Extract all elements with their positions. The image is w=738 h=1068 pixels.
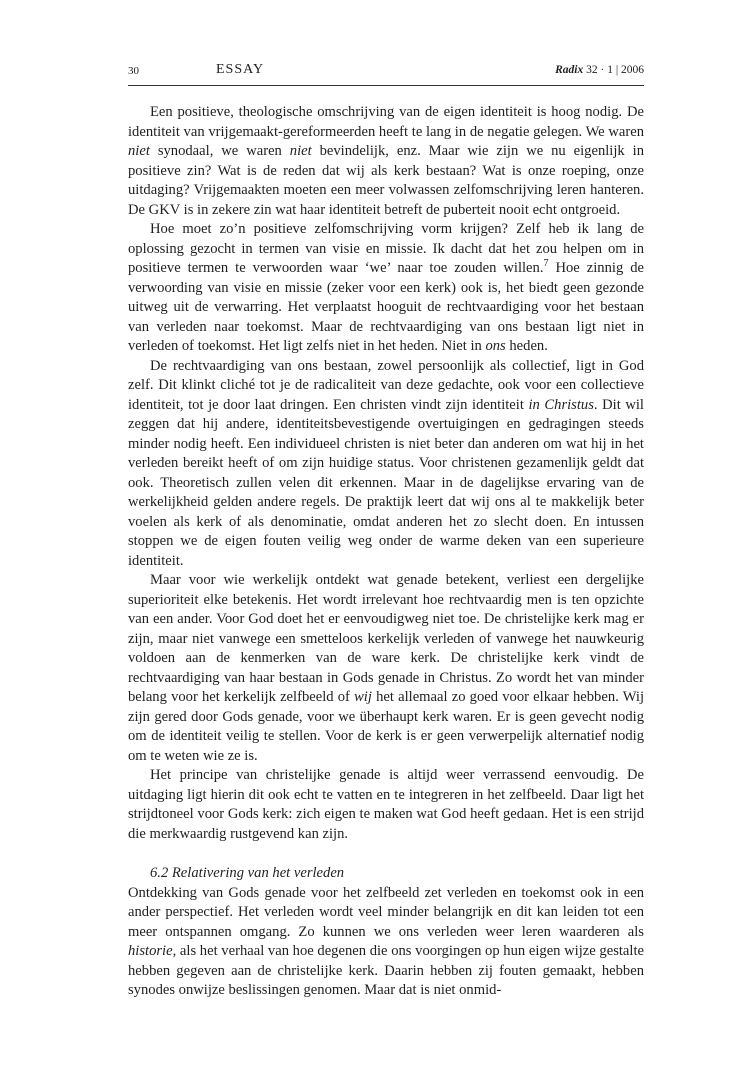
text-run: Hoe moet zo’n positieve zelfomschrijving vorm krijgen? Zelf heb ik lang de oplossing gezocht in termen van visie en missie. Ik dacht dat het zou helpen om in positieve termen te verwoorden waar ‘we’ naar toe zouden willen. — [128, 221, 644, 276]
paragraph — [128, 220, 644, 357]
article-body — [128, 103, 644, 1001]
emphasis-text: niet — [289, 143, 312, 159]
emphasis-text: wij — [354, 689, 372, 705]
paragraph — [128, 884, 644, 1001]
section-title: ESSAY — [216, 62, 265, 77]
footnote-ref: 7 — [543, 258, 549, 270]
running-header — [128, 62, 644, 84]
text-run: Het principe van christelijke genade is altijd weer verrassend eenvoudig. De uitdaging ligt hierin dit ook echt te vatten en te integreren in het zelfbeeld. Daar ligt het strijdtoneel voor Gods kerk: zich eigen te maken wat God heeft gedaan. Het is een strijd die merkwaardig rustgevend kan zijn. — [128, 767, 644, 842]
paragraph — [128, 766, 644, 844]
emphasis-text: ons — [485, 338, 506, 354]
journal-issue: 32 · 1 | 2006 — [586, 64, 644, 76]
text-run: bevindelijk, enz. Maar wie zijn we nu eigenlijk in positieve zin? Wat is de reden dat wij als kerk bestaan? Wat is onze roeping, onze uitdaging? Vrijgemaakten moeten een meer volwassen zelfomschrijving leren hanteren. De GKV is in zekere zin wat haar identiteit betreft de puberteit nooit echt ontgroeid. — [128, 143, 644, 218]
journal-reference — [555, 64, 644, 76]
text-run: heden. — [505, 338, 548, 354]
text-run: het allemaal zo goed voor elkaar hebben. Wij zijn gered door Gods genade, voor we überhaupt kerk waren. Er is geen gevecht nodig om de identiteit veilig te stellen. Voor de kerk is er geen verwerpelijk alternatief nodig om te weten wie ze is. — [128, 689, 644, 764]
text-run: Ontdekking van Gods genade voor het zelfbeeld zet verleden en toekomst ook in een ander perspectief. Het verleden wordt veel minder belangrijk en dit kan leiden tot een meer ontspannen omgang. Zo kunnen we ons verleden weer leren waarderen als — [128, 884, 644, 940]
text-run: . Dit wil zeggen dat hij andere, identiteitsbevestigende overtuigingen en gedragingen steeds minder nodig heeft. Een individueel christen is niet beter dan anderen om wat hij in het verleden bereikt heeft of om zijn huidige status. Voor christenen gezamenlijk geldt dat ook. Theoretisch zullen velen dit erkennen. Maar in de dagelijkse ervaring van de werkelijkheid gelden andere regels. De praktijk leert dat wij ons al te makkelijk beter voelen als kerk of als denominatie, omdat anderen het zo slecht doen. En intussen stoppen we de eigen fouten veilig weg onder de warme deken van een superieure identiteit. — [128, 396, 644, 569]
paragraph — [128, 571, 644, 766]
emphasis-text: in Christus — [528, 396, 594, 413]
subsection-heading: 6.2 Relativering van het verleden — [150, 865, 345, 881]
text-run: Hoe zinnig de verwoording van visie en missie (zeker voor een kerk) ook is, het biedt geen gezonde uitweg uit de verwarring. Het verplaatst hooguit de rechtvaardiging voor het bestaan van verleden naar toekomst. Maar de rechtvaardiging van ons bestaan ligt niet in verleden of toekomst. Het ligt zelfs niet in het heden. Niet in — [128, 260, 644, 354]
text-run: , als het verhaal van hoe degenen die ons voorgingen op hun eigen wijze gestalte hebben gegeven aan de christelijke kerk. Daarin hebben zij fouten gemaakt, hebben synodes onwijze beslissingen genomen. Maar dat is niet onmid- — [128, 943, 644, 998]
text-run: Maar voor wie werkelijk ontdekt wat genade betekent, verliest een dergelijke superioriteit elke betekenis. Het wordt irrelevant hoe rechtvaardig men is ten opzichte van een ander. Voor God doet het er eenvoudigweg niet toe. De christelijke kerk mag er zijn, maar niet vanwege een smetteloos kerkelijk verleden of vanwege het nauwkeurig voldoen aan de kenmerken van de ware kerk. De christelijke kerk vindt de rechtvaardiging van haar bestaan in Gods genade in Christus. Zo wordt het van minder belang voor het kerkelijk zelfbeeld of — [128, 572, 644, 705]
journal-name: Radix — [555, 64, 584, 76]
text-run: synodaal, we waren — [149, 143, 290, 159]
header-rule — [128, 85, 644, 86]
emphasis-text: niet — [128, 143, 150, 159]
paragraph — [128, 103, 644, 220]
paragraph — [128, 357, 644, 572]
text-run: De rechtvaardiging van ons bestaan, zowel persoonlijk als collectief, ligt in God zelf. Dit klinkt cliché tot je de radicaliteit van deze gedachte, ook voor een collectieve identiteit, tot je door laat dringen. Een christen vindt zijn identiteit — [128, 357, 644, 413]
emphasis-text: historie — [128, 943, 173, 959]
page-number: 30 — [128, 65, 139, 77]
text-run: Een positieve, theologische omschrijving van de eigen identiteit is hoog nodig. De identiteit van vrijgemaakt-gereformeerden heeft te lang in de negatie gelegen. We waren — [128, 104, 644, 140]
